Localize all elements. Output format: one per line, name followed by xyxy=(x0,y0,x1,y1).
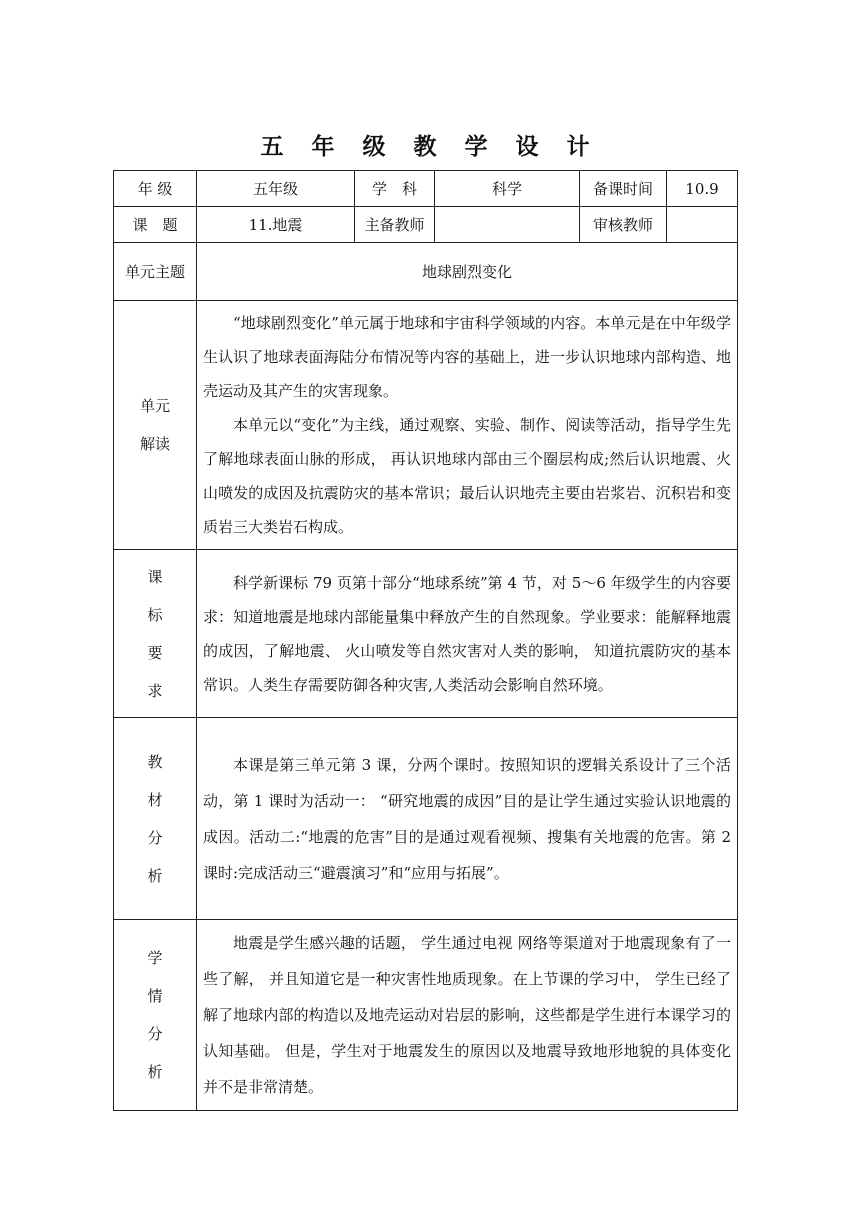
students-label: 学 情 分 析 xyxy=(114,920,197,1111)
lesson-plan-table xyxy=(113,170,738,1111)
unit-reading-row xyxy=(114,301,738,550)
lesson-value: 11.地震 xyxy=(197,207,355,243)
reviewer-label: 审核教师 xyxy=(580,207,667,243)
header-row-2 xyxy=(114,207,738,243)
textbook-row xyxy=(114,718,738,920)
prep-time-label: 备课时间 xyxy=(580,171,667,207)
students-row xyxy=(114,920,738,1111)
students-paragraph: 地震是学生感兴趣的话题， 学生通过电视 网络等渠道对于地震现象有了一些了解， 并且知道它是一种灾害性地质现象。在上节课的学习中， 学生已经了解了地球内部的构造以及地壳运动对岩层的影响，这些都是学生进行本课学习的认知基础。 但是，学生对于地震发生的原因以及地震导致地形地貌的具体变化并不是非常清楚。 xyxy=(203,934,731,1096)
lesson-label: 课 题 xyxy=(114,207,197,243)
grade-label: 年 级 xyxy=(114,171,197,207)
unit-reading-paragraph: “地球剧烈变化”单元属于地球和宇宙科学领域的内容。本单元是在中年级学生认识了地球表面海陆分布情况等内容的基础上，进一步认识地球内部构造、地壳运动及其产生的灾害现象。 xyxy=(203,314,731,400)
curriculum-row xyxy=(114,550,738,718)
prep-time-value: 10.9 xyxy=(667,171,738,207)
subject-value: 科学 xyxy=(435,171,580,207)
unit-reading-paragraph: 本单元以“变化”为主线，通过观察、实验、制作、阅读等活动，指导学生先了解地球表面山脉的形成， 再认识地球内部由三个圈层构成;然后认识地震、火山喷发的成因及抗震防灾的基本常识；最后认识地壳主要由岩浆岩、沉积岩和变质岩三大类岩石构成。 xyxy=(203,416,731,536)
page-title: 五 年 级 教 学 设 计 xyxy=(260,134,600,160)
curriculum-content xyxy=(197,550,738,718)
unit-reading-label: 单元 解读 xyxy=(114,301,197,550)
unit-theme-row xyxy=(114,243,738,301)
curriculum-paragraph: 科学新课标 79 页第十部分“地球系统”第 4 节，对 5～6 年级学生的内容要求：知道地震是地球内部能量集中释放产生的自然现象。学业要求：能解释地震的成因，了解地震、 火山喷发等自然灾害对人类的影响， 知道抗震防灾的基本常识。人类生存需要防御各种灾害,人类活动会影响自然环境。 xyxy=(203,573,731,694)
textbook-content xyxy=(197,718,738,920)
unit-theme-value: 地球剧烈变化 xyxy=(197,243,738,301)
unit-reading-content xyxy=(197,301,738,550)
textbook-label: 教 材 分 析 xyxy=(114,718,197,920)
reviewer-value xyxy=(667,207,738,243)
textbook-paragraph: 本课是第三单元第 3 课，分两个课时。按照知识的逻辑关系设计了三个活动，第 1 课时为活动一： “研究地震的成因”目的是让学生通过实验认识地震的成因。活动二:“地震的危害”目的是通过观看视频、搜集有关地震的危害。第 2 课时:完成活动三“避震演习”和“应用与拓展”。 xyxy=(203,755,731,882)
curriculum-label: 课 标 要 求 xyxy=(114,550,197,718)
students-content xyxy=(197,920,738,1111)
subject-label: 学 科 xyxy=(355,171,435,207)
grade-value: 五年级 xyxy=(197,171,355,207)
lead-teacher-value xyxy=(435,207,580,243)
unit-theme-label: 单元主题 xyxy=(114,243,197,301)
header-row-1 xyxy=(114,171,738,207)
lead-teacher-label: 主备教师 xyxy=(355,207,435,243)
